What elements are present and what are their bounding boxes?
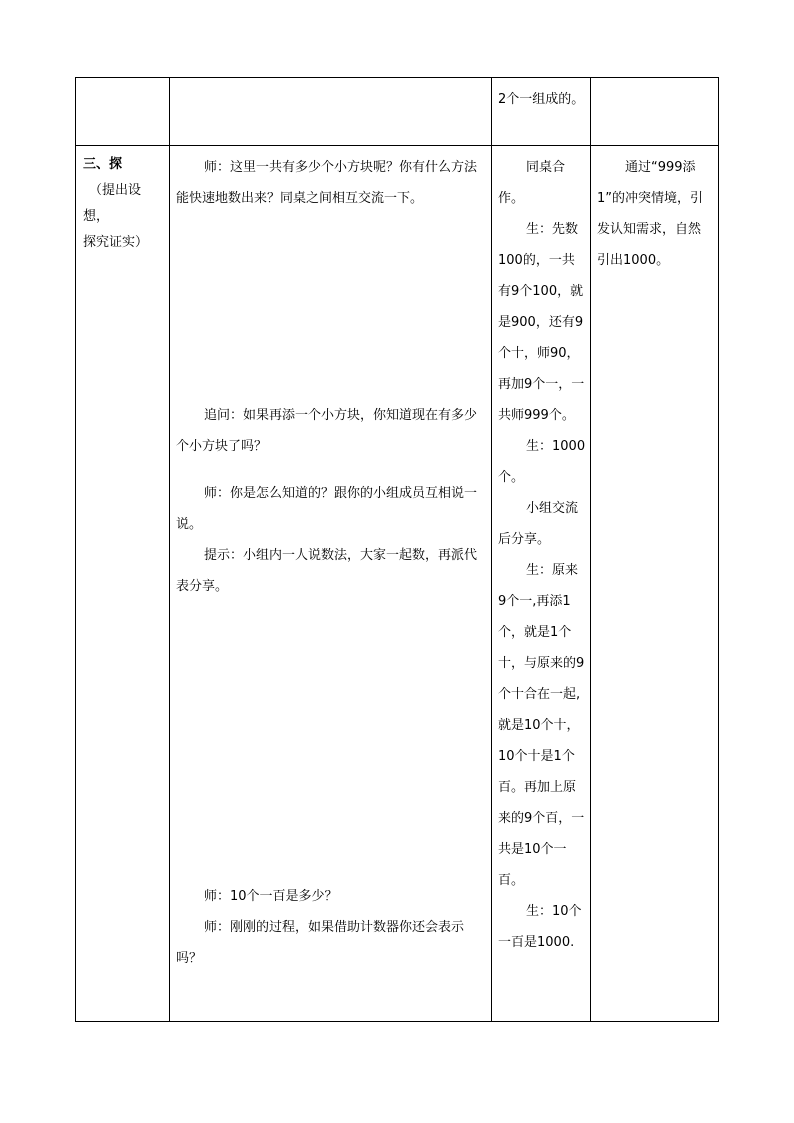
design-intent-cell: [591, 146, 719, 1022]
stage-title: 三、探: [83, 157, 123, 172]
student-activity-text: 2个一组成的。: [498, 92, 585, 107]
table-row: [76, 146, 719, 1022]
teacher-activity-cell: [170, 146, 492, 1022]
teacher-line: 师：刚刚的过程，如果借助计数器你还会表示吗？: [176, 920, 465, 966]
teacher-line: 师：这里一共有多少个小方块呢？你有什么方法能快速地数出来？同桌之间相互交流一下。: [176, 160, 478, 206]
student-line: 生：10个一百是1000.: [498, 904, 582, 950]
student-line: 生：原来9个一,再添1个，就是1个十，与原来的9个十合在一起,就是10个十，10个十是1个百。再加上原来的9个百，一共是10个一百。: [498, 563, 585, 888]
student-activity-cell: [492, 146, 591, 1022]
student-line: 小组交流后分享。: [498, 501, 579, 547]
teacher-line: 提示：小组内一人说数法，大家一起数，再派代表分享。: [176, 548, 478, 594]
lesson-plan-table: [75, 77, 719, 1022]
stage-subtitle: （提出设想，: [83, 183, 142, 224]
teacher-line: 师：你是怎么知道的？跟你的小组成员互相说一说。: [176, 486, 478, 532]
stage-subtitle: 探究证实）: [83, 235, 149, 250]
student-line: 生：先数100的，一共有9个100，就是900，还有9个十，师90，再加9个一，一共师999个。: [498, 222, 585, 423]
stage-cell: [76, 78, 170, 146]
student-line: 生：1000个。: [498, 439, 586, 485]
teacher-activity-cell: [170, 78, 492, 146]
teacher-line: 师：10个一百是多少？: [204, 889, 338, 904]
teacher-line: 追问：如果再添一个小方块，你知道现在有多少个小方块了吗？: [176, 408, 478, 454]
student-activity-cell: [492, 78, 591, 146]
design-intent-text: 通过“999添1”的冲突情境，引发认知需求，自然引出1000。: [597, 160, 704, 268]
stage-cell: [76, 146, 170, 1022]
table-row: [76, 78, 719, 146]
student-line: 同桌合作。: [498, 160, 566, 206]
design-intent-cell: [591, 78, 719, 146]
